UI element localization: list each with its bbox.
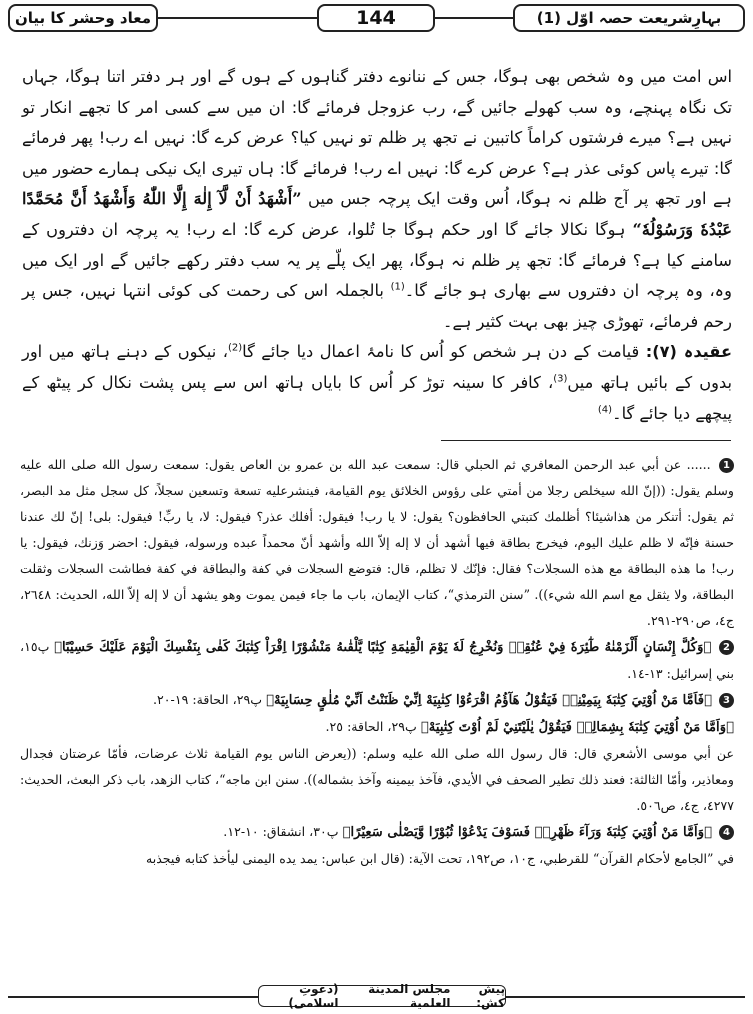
quran-verse: ﴿وَاَمَّا مَنْ اُوْتِيَ كِتٰبَهٗ بِشِمَالِهٖ فَيَقُوْلُ يٰلَيْتَنِيْ لَمْ اُوْتَ كِتٰبِيَهْ﴾	[420, 720, 734, 735]
footnote-divider	[441, 440, 731, 441]
citation: پ١٥، بني إسرائيل: ١٣-١٤.	[20, 639, 734, 681]
publisher-box	[258, 982, 506, 1010]
footnote-4-tafsir	[20, 846, 734, 872]
page-number: 144	[317, 4, 435, 32]
footnote-4	[20, 819, 734, 846]
aqeeda-paragraph	[22, 337, 732, 429]
citation: پ٢٩، الحاقة: ١٩-٢٠.	[153, 692, 263, 707]
publisher-name: مجلس المدينة العلمية	[368, 982, 451, 1010]
publisher-sub: (دعوتِ اسلامی)	[288, 982, 339, 1010]
aqeeda-heading: عقیدہ (۷):	[645, 342, 732, 362]
paragraph-text: بالجملہ اس کی رحمت کی کوئی انتہا نہیں، جس پر رحم فرمائے، تھوڑی چیز بھی بہت کثیر ہے۔	[22, 281, 732, 331]
tafsir-text: في ”الجامع لأحكام القرآن“ للقرطبي، ج١٠، ص١٩٢، تحت الآية: (قال ابن عباس: يمد يده اليمنى ليأخذ كتابه فيجذبه	[145, 851, 734, 866]
paragraph-text: اس امت میں وہ شخص بھی ہوگا، جس کے ننانوے دفتر گناہوں کے ہوں گے اور ہر دفتر اتنا ہوگا، جہاں تک نگاہ پہنچے، وہ سب کھولے جائیں گے، رب عزوجل فرمائے گا: ان میں سے کسی امر کا تجھے انکار تو نہیں ہے؟ میرے فرشتوں کراماً کاتبین نے تجھ پر ظلم تو نہیں کیا؟ عرض کرے گا: نہیں اے رب! پھر فرمائے گا: تیرے پاس کوئی عذر ہے؟ عرض کرے گا: نہیں اے رب! فرمائے گا: ہاں تیری ایک نیکی ہمارے حضور میں ہے اور تجھ پر آج ظلم نہ ہوگا، اُس وقت ایک پرچہ جس میں	[22, 67, 732, 209]
footnote-ref[interactable]: (1)	[390, 281, 405, 293]
book-title: بہارِشریعت حصہ اوّل (1)	[513, 4, 745, 32]
paragraph-text: ، نیکوں کے دہنے ہاتھ میں اور بدوں کے بائیں ہاتھ میں	[22, 342, 732, 392]
footnote-3	[20, 687, 734, 714]
quran-verse: ﴿وَكُلَّ إِنْسَانٍ أَلْزَمْنٰهُ طٰٓئِرَهٗ فِيْ عُنُقِهٖ وَنُخْرِجُ لَهٗ يَوْمَ الْقِيٰمَةِ كِتٰبًا يَّلْقٰىهُ مَنْشُوْرًا اِقْرَاْ كِتٰبَكَ كَفٰى بِنَفْسِكَ الْيَوْمَ عَلَيْكَ حَسِيْبًا﴾	[54, 640, 712, 655]
footnote-3-hadith	[20, 741, 734, 819]
footnote-ref[interactable]: (2)	[227, 342, 243, 354]
hadith-text: عن أبي موسى الأشعري قال: قال رسول الله صلى الله عليه وسلم: ((يعرض الناس يوم القيامة ثلاث عرضات، فأمّا عرضتان فجدال ومعاذير، وأمّا الثالثة: فعند ذلك تطير الصحف في الأيدي، فآخذ بيمينه وآخذ بشماله)). سنن ابن ماجه“، كتاب الزهد، باب ذكر البعث، الحديث: ٤٢٧٧، ج٤، ص٥٠٦.	[20, 746, 734, 813]
footnotes	[20, 452, 734, 872]
footnote-ref[interactable]: (4)	[597, 404, 613, 416]
footnote-1	[20, 452, 734, 634]
footnote-ref[interactable]: (3)	[553, 373, 568, 385]
paragraph-1	[22, 62, 732, 337]
presenter-label: پیش کش:	[476, 982, 505, 1010]
page-header	[8, 4, 745, 34]
footnote-number: 4	[719, 825, 734, 840]
footnote-number: 3	[719, 693, 734, 708]
footnote-2	[20, 634, 734, 687]
chapter-title: معاد وحشر کا بیان	[8, 4, 158, 32]
paragraph-text: ، کافر کا سینہ توڑ کر اُس کا بایاں ہاتھ اس سے پس پشت نکال کر پیٹھ کے پیچھے دیا جائے گا۔	[22, 372, 732, 423]
footnote-text: ...... عن أبي عبد الرحمن المعافري ثم الحبلي قال: سمعت عبد الله بن عمرو بن العاص يقول: سمعت رسول الله صلى الله عليه وسلم يقول: ((إنّ الله سيخلص رجلا من أمتي على رؤوس الخلائق يوم القيامة، فينشرعليه تسعة وتسعين سجلاً، كل سجل مثل مد البصر، ثم يقول: أتنكر من هذاشيئا؟ أظلمك كتبتي الحافظون؟ يقول: لا يا رب! فيقول: أفلك عذر؟ فيقول: لا، يا ربِّ! فيقول: بلى! إنّ لك عندنا حسنة فإنّه لا ظلم عليك اليوم، فيخرج بطاقة فيها أشهد أن لا إله إلاّ الله وأشهد أنّ محمداً عبده ورسوله، فيقول: احضر وَزنك، فيقول: يا رب! ما هذه البطاقة مع هذه السجلات؟ فقال: فإنّك لا تظلم، قال: فتوضع السجلات في كفة والبطاقة في كفة فطاشت السجلات وثقلت البطاقة، ولا يثقل مع اسم الله شيء)). ”سنن الترمذي“، كتاب الإيمان، باب ما جاء فيمن يموت وهو يشهد أن لا إله إلاّ الله، الحديث: ٢٦٤٨، ج٤، ص٢٩٠-٢٩١.	[20, 457, 734, 628]
header-rule	[435, 17, 513, 19]
footnote-number: 2	[719, 640, 734, 655]
arabic-shahada: ”أَشْهَدُ أَنْ لَّآ إِلٰهَ إِلَّا اللّٰهُ وَأَشْهَدُ أَنَّ مُحَمَّدًا عَبْدُهٗ وَرَسُوْلُهٗ“	[22, 189, 733, 239]
quran-verse: ﴿فَاَمَّا مَنْ اُوْتِيَ كِتٰبَهٗ بِيَمِيْنِهٖ فَيَقُوْلُ هَآؤُمُ اقْرَءُوْا كِتٰبِيَهْ اِنِّيْ ظَنَنْتُ اَنِّيْ مُلٰقٍ حِسَابِيَهْ﴾	[266, 693, 712, 708]
paragraph-text: قیامت کے دن ہر شخص کو اُس کا نامۂ اعمال دیا جائے گا	[242, 342, 640, 362]
citation: پ٢٩، الحاقة: ٢٥.	[325, 719, 417, 734]
page-footer	[8, 982, 745, 1010]
footnote-number: 1	[719, 458, 734, 473]
footnote-3-verse-2	[20, 714, 734, 741]
paragraph-text: ہوگا نکالا جائے گا اور حکم ہوگا جا تُلوا، عرض کرے گا: اے رب! یہ پرچہ ان دفتروں کے سامنے کیا ہے؟ فرمائے گا: تجھ پر ظلم نہ ہوگا، پھر ایک پلّے پر یہ سب دفتر رکھے جائیں گے اور ایک میں وہ، وہ پرچہ ان دفتروں سے بھاری ہو جائے گا۔	[22, 219, 732, 301]
citation: پ٣٠، انشقاق: ١٠-١٢.	[223, 824, 339, 839]
header-rule	[158, 17, 317, 19]
main-text	[22, 62, 732, 429]
quran-verse: ﴿وَاَمَّا مَنْ اُوْتِيَ كِتٰبَهٗ وَرَآءَ ظَهْرِهٖ فَسَوْفَ يَدْعُوْا ثُبُوْرًا وَّيَصْلٰى سَعِيْرًا﴾	[342, 825, 712, 840]
